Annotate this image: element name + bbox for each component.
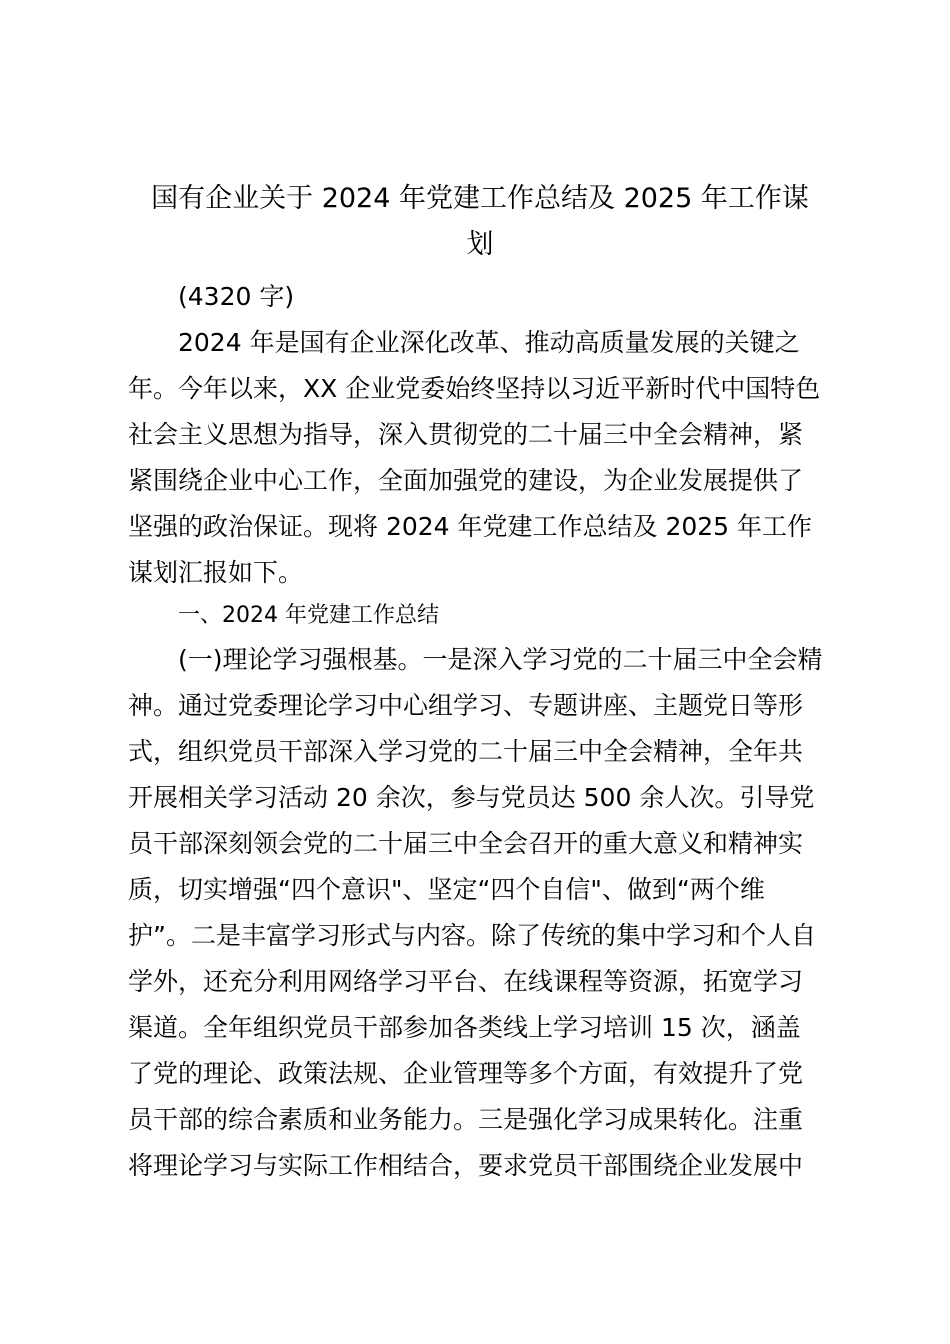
intro-line: 社会主义思想为指导，深入贯彻党的二十届三中全会精神，紧 (128, 420, 804, 449)
section1-line: (一)理论学习强根基。一是深入学习党的二十届三中全会精 (178, 645, 823, 674)
intro-line: 年。今年以来，XX 企业党委始终坚持以习近平新时代中国特色 (128, 374, 821, 403)
intro-line: 2024 年是国有企业深化改革、推动高质量发展的关键之 (178, 328, 800, 357)
document-title-line-1: 国有企业关于 2024 年党建工作总结及 2025 年工作谋 (151, 183, 809, 214)
section1-line: 质，切实增强“四个意识"、坚定“四个自信"、做到“两个维 (128, 875, 765, 904)
section1-line: 神。通过党委理论学习中心组学习、专题讲座、主题党日等形 (128, 691, 804, 720)
document-title-line-2: 划 (466, 229, 494, 260)
section1-line: 了党的理论、政策法规、企业管理等多个方面，有效提升了党 (128, 1059, 804, 1088)
intro-line: 坚强的政治保证。现将 2024 年党建工作总结及 2025 年工作 (128, 512, 813, 541)
section1-line: 式，组织党员干部深入学习党的二十届三中全会精神，全年共 (128, 737, 804, 766)
intro-line: 谋划汇报如下。 (128, 558, 304, 587)
section1-line: 护”。二是丰富学习形式与内容。除了传统的集中学习和个人自 (128, 921, 816, 950)
intro-line: 紧围绕企业中心工作，全面加强党的建设，为企业发展提供了 (128, 466, 804, 495)
section-heading: 一、2024 年党建工作总结 (178, 603, 439, 628)
word-count: (4320 字) (178, 282, 295, 311)
section1-line: 开展相关学习活动 20 余次，参与党员达 500 余人次。引导党 (128, 783, 815, 812)
section1-line: 员干部深刻领会党的二十届三中全会召开的重大意义和精神实 (128, 829, 804, 858)
section1-line: 将理论学习与实际工作相结合，要求党员干部围绕企业发展中 (128, 1151, 804, 1180)
section1-line: 员干部的综合素质和业务能力。三是强化学习成果转化。注重 (128, 1105, 804, 1134)
section1-line: 学外，还充分利用网络学习平台、在线课程等资源，拓宽学习 (128, 967, 804, 996)
section1-line: 渠道。全年组织党员干部参加各类线上学习培训 15 次，涵盖 (128, 1013, 801, 1042)
